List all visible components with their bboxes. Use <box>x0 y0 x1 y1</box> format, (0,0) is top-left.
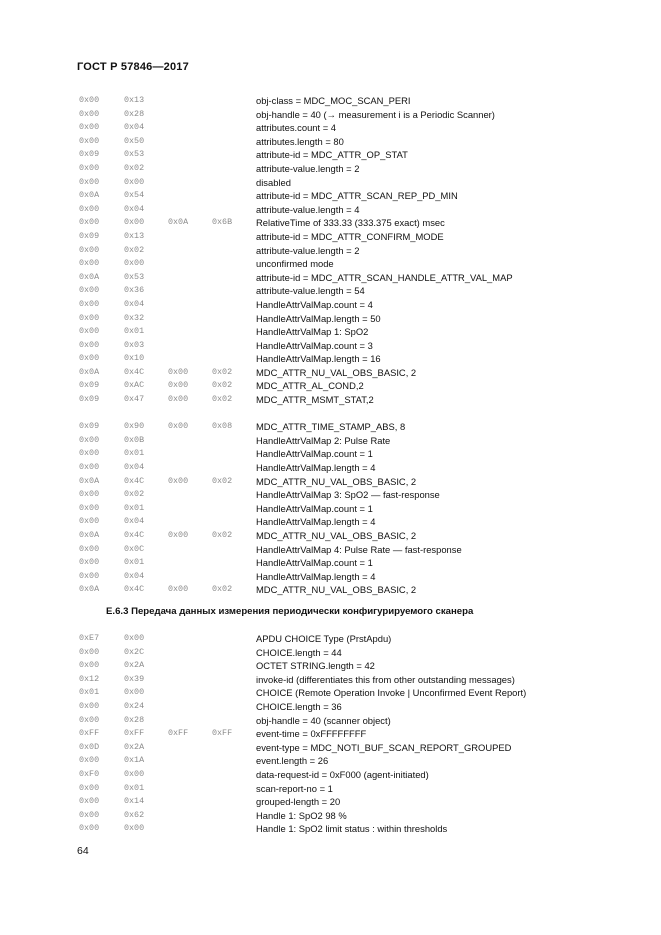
table-row <box>79 203 599 217</box>
field-description: HandleAttrValMap.count = 1 <box>256 502 373 514</box>
field-description: attribute-value.length = 2 <box>256 244 360 256</box>
hex-byte: 0x02 <box>212 475 233 486</box>
field-description: attribute-value.length = 54 <box>256 285 365 297</box>
hex-byte: 0x01 <box>79 687 100 698</box>
table-row <box>79 216 599 230</box>
field-description: HandleAttrValMap.length = 4 <box>256 516 376 528</box>
field-description: APDU CHOICE Type (PrstApdu) <box>256 633 392 644</box>
hex-byte: 0x00 <box>79 646 100 657</box>
hex-byte: 0x54 <box>124 190 145 201</box>
hex-byte: 0x00 <box>79 809 100 820</box>
table-row <box>79 135 599 149</box>
hex-byte: 0x00 <box>79 489 100 500</box>
table-row <box>79 366 599 380</box>
hex-byte: 0x01 <box>124 448 145 459</box>
table-row <box>79 646 599 660</box>
field-description: HandleAttrValMap.count = 4 <box>256 298 373 310</box>
table-row <box>79 339 599 353</box>
hex-byte: 0xFF <box>212 728 233 739</box>
hex-byte: 0x00 <box>79 203 100 214</box>
table-row <box>79 659 599 673</box>
field-description: HandleAttrValMap.length = 16 <box>256 353 381 365</box>
page-number: 64 <box>77 845 89 857</box>
hex-byte: 0xFF <box>124 728 145 739</box>
hex-byte: 0x00 <box>124 687 145 698</box>
hex-byte: 0x0A <box>168 217 189 228</box>
hex-byte: 0x02 <box>212 530 233 540</box>
hex-byte: 0x00 <box>124 823 145 834</box>
hex-byte: 0x00 <box>168 366 189 377</box>
field-description: attribute-value.length = 2 <box>256 162 360 174</box>
table-row <box>79 570 599 584</box>
table-row <box>79 556 599 570</box>
hex-byte: 0x00 <box>79 244 100 255</box>
hex-byte: 0x13 <box>124 95 145 105</box>
hex-byte: 0x00 <box>79 312 100 323</box>
field-description: attribute-id = MDC_ATTR_CONFIRM_MODE <box>256 230 444 242</box>
field-description: attribute-value.length = 4 <box>256 203 360 215</box>
hex-byte: 0x00 <box>79 326 100 337</box>
hex-byte: 0x53 <box>124 271 145 282</box>
hex-byte: 0xE7 <box>79 633 100 643</box>
hex-byte: 0x04 <box>124 462 145 473</box>
hex-byte: 0x01 <box>124 502 145 513</box>
hex-byte: 0x0C <box>124 543 145 554</box>
table-row <box>79 312 599 326</box>
table-row <box>79 583 599 597</box>
hex-byte: 0x02 <box>124 489 145 500</box>
hex-byte: 0x02 <box>212 394 233 405</box>
hex-byte: 0x4C <box>124 530 145 540</box>
hex-byte: 0x00 <box>79 285 100 296</box>
table-row <box>79 714 599 728</box>
table-row <box>79 768 599 782</box>
hex-byte: 0x0A <box>79 530 100 540</box>
table-row <box>79 543 599 557</box>
hex-byte: 0x00 <box>79 755 100 766</box>
field-description: invoke-id (differentiates this from other outstanding messages) <box>256 673 515 685</box>
hex-byte: 0x01 <box>124 326 145 337</box>
hex-byte: 0x24 <box>124 700 145 711</box>
hex-byte: 0x00 <box>79 570 100 581</box>
hex-byte: 0x00 <box>79 135 100 146</box>
field-description: CHOICE.length = 44 <box>256 646 342 658</box>
table-row <box>79 673 599 687</box>
table-row <box>79 108 599 122</box>
hex-byte: 0x09 <box>79 380 100 391</box>
table-row <box>79 325 599 339</box>
field-description: disabled <box>256 176 291 188</box>
hex-byte: 0x00 <box>79 448 100 459</box>
hex-byte: 0x00 <box>168 421 189 432</box>
hex-byte: 0x10 <box>124 353 145 364</box>
field-description: attribute-id = MDC_ATTR_SCAN_REP_PD_MIN <box>256 190 458 202</box>
table-row <box>79 189 599 203</box>
hex-byte: 0x0D <box>79 741 100 752</box>
hex-byte: 0x00 <box>79 108 100 119</box>
hex-byte: 0x0A <box>79 584 100 595</box>
hex-byte: 0x02 <box>212 584 233 595</box>
hex-byte: 0x00 <box>124 768 145 779</box>
hex-byte: 0x14 <box>124 796 145 807</box>
hex-byte: 0x09 <box>79 421 100 432</box>
table-row <box>79 475 599 489</box>
table-row <box>79 700 599 714</box>
hex-byte: 0x04 <box>124 516 145 527</box>
field-description: grouped-length = 20 <box>256 796 341 808</box>
table-row <box>79 461 599 475</box>
table-row <box>79 632 599 646</box>
field-description: attributes.length = 80 <box>256 135 344 147</box>
document-header: ГОСТ Р 57846—2017 <box>77 61 189 73</box>
hex-byte: 0x13 <box>124 230 145 241</box>
hex-byte: 0x28 <box>124 714 145 725</box>
hex-byte: 0x2C <box>124 646 145 657</box>
field-description: scan-report-no = 1 <box>256 782 333 794</box>
hex-byte: 0x02 <box>212 366 233 377</box>
table-row <box>79 822 599 836</box>
hex-byte: 0xAC <box>124 380 145 391</box>
hex-byte: 0x4C <box>124 475 145 486</box>
table-row <box>79 795 599 809</box>
hex-byte: 0x00 <box>79 557 100 568</box>
field-description: attribute-id = MDC_ATTR_OP_STAT <box>256 149 408 161</box>
hex-byte: 0x00 <box>124 217 145 228</box>
hex-byte: 0x32 <box>124 312 145 323</box>
hex-byte: 0x0A <box>79 475 100 486</box>
table-row <box>79 230 599 244</box>
hex-byte: 0x00 <box>79 660 100 671</box>
field-description: CHOICE.length = 36 <box>256 700 342 712</box>
hex-byte: 0x04 <box>124 298 145 309</box>
table-row <box>79 407 599 434</box>
hex-byte: 0xFF <box>79 728 100 739</box>
hex-byte: 0x00 <box>79 700 100 711</box>
field-description: data-request-id = 0xF000 (agent-initiated) <box>256 768 429 780</box>
hex-byte: 0x50 <box>124 135 145 146</box>
hex-byte: 0x04 <box>124 122 145 133</box>
hex-byte: 0x00 <box>79 823 100 834</box>
field-description: HandleAttrValMap.length = 4 <box>256 570 376 582</box>
field-description: attribute-id = MDC_ATTR_SCAN_HANDLE_ATTR_VAL_MAP <box>256 271 513 283</box>
table-row <box>79 352 599 366</box>
hex-byte: 0x0A <box>79 271 100 282</box>
field-description: obj-handle = 40 (→ measurement i is a Periodic Scanner) <box>256 108 495 120</box>
table-row <box>79 434 599 448</box>
field-description: OCTET STRING.length = 42 <box>256 660 375 672</box>
hex-byte: 0x00 <box>124 258 145 269</box>
hex-byte: 0x12 <box>79 673 100 684</box>
hex-byte: 0x00 <box>79 162 100 173</box>
table-row <box>79 754 599 768</box>
field-description: HandleAttrValMap.count = 3 <box>256 339 373 351</box>
field-description: Handle 1: SpO2 98 % <box>256 809 347 821</box>
field-description: event-type = MDC_NOTI_BUF_SCAN_REPORT_GROUPED <box>256 741 512 753</box>
hex-byte: 0x00 <box>124 176 145 187</box>
table-row <box>79 162 599 176</box>
hex-byte: 0x00 <box>79 176 100 187</box>
hex-byte: 0x02 <box>124 244 145 255</box>
hex-byte: 0x09 <box>79 394 100 405</box>
table-row <box>79 244 599 258</box>
field-description: MDC_ATTR_NU_VAL_OBS_BASIC, 2 <box>256 584 417 596</box>
field-description: MDC_ATTR_MSMT_STAT,2 <box>256 394 374 406</box>
field-description: MDC_ATTR_NU_VAL_OBS_BASIC, 2 <box>256 475 417 487</box>
hex-byte: 0x6B <box>212 217 233 228</box>
hex-byte: 0x00 <box>168 530 189 540</box>
field-description: RelativeTime of 333.33 (333.375 exact) msec <box>256 217 445 229</box>
field-description: event-time = 0xFFFFFFFF <box>256 728 367 740</box>
hex-byte: 0x28 <box>124 108 145 119</box>
field-description: MDC_ATTR_TIME_STAMP_ABS, 8 <box>256 421 406 433</box>
hex-byte: 0x00 <box>79 782 100 793</box>
hex-byte: 0x2A <box>124 741 145 752</box>
hex-byte: 0x62 <box>124 809 145 820</box>
field-description: obj-class = MDC_MOC_SCAN_PERI <box>256 95 411 106</box>
hex-byte: 0x00 <box>79 434 100 445</box>
field-description: MDC_ATTR_NU_VAL_OBS_BASIC, 2 <box>256 530 417 541</box>
hex-byte: 0x00 <box>79 796 100 807</box>
hex-byte: 0x53 <box>124 149 145 160</box>
hex-byte: 0x03 <box>124 339 145 350</box>
field-description: Handle 1: SpO2 limit status : within thresholds <box>256 823 448 835</box>
field-description: obj-handle = 40 (scanner object) <box>256 714 391 726</box>
table-row <box>79 298 599 312</box>
hex-byte: 0x90 <box>124 421 145 432</box>
hex-byte: 0x4C <box>124 366 145 377</box>
field-description: MDC_ATTR_NU_VAL_OBS_BASIC, 2 <box>256 366 417 378</box>
hex-byte: 0x00 <box>79 217 100 228</box>
hex-byte: 0xF0 <box>79 768 100 779</box>
hex-byte: 0x1A <box>124 755 145 766</box>
table-row <box>79 284 599 298</box>
hex-dump-table-2 <box>79 632 599 836</box>
table-row <box>79 148 599 162</box>
hex-byte: 0x36 <box>124 285 145 296</box>
hex-byte: 0x00 <box>79 543 100 554</box>
table-row <box>79 488 599 502</box>
hex-byte: 0x0A <box>79 190 100 201</box>
table-row <box>79 529 599 543</box>
table-row <box>79 121 599 135</box>
hex-byte: 0x0A <box>79 366 100 377</box>
hex-byte: 0x47 <box>124 394 145 405</box>
hex-byte: 0x00 <box>79 122 100 133</box>
field-description: HandleAttrValMap 4: Pulse Rate — fast-response <box>256 543 462 555</box>
field-description: unconfirmed mode <box>256 258 334 270</box>
hex-byte: 0x00 <box>79 258 100 269</box>
table-row <box>79 257 599 271</box>
table-row <box>79 393 599 407</box>
field-description: attributes.count = 4 <box>256 122 336 134</box>
field-description: event.length = 26 <box>256 755 329 767</box>
field-description: CHOICE (Remote Operation Invoke | Unconfirmed Event Report) <box>256 687 527 699</box>
hex-byte: 0x02 <box>124 162 145 173</box>
table-row <box>79 94 599 108</box>
hex-byte: 0x09 <box>79 230 100 241</box>
table-row <box>79 447 599 461</box>
table-row <box>79 176 599 190</box>
hex-byte: 0x2A <box>124 660 145 671</box>
hex-byte: 0x0B <box>124 434 145 445</box>
hex-byte: 0x04 <box>124 203 145 214</box>
hex-byte: 0x00 <box>79 502 100 513</box>
hex-byte: 0x01 <box>124 782 145 793</box>
hex-byte: 0x00 <box>124 633 145 643</box>
hex-byte: 0x39 <box>124 673 145 684</box>
table-row <box>79 686 599 700</box>
field-description: HandleAttrValMap 3: SpO2 — fast-response <box>256 489 440 501</box>
table-row <box>79 515 599 529</box>
hex-byte: 0xFF <box>168 728 189 739</box>
hex-byte: 0x02 <box>212 380 233 391</box>
field-description: MDC_ATTR_AL_COND,2 <box>256 380 364 392</box>
field-description: HandleAttrValMap 1: SpO2 <box>256 326 369 338</box>
table-row <box>79 782 599 796</box>
hex-byte: 0x04 <box>124 570 145 581</box>
field-description: HandleAttrValMap.count = 1 <box>256 557 373 569</box>
table-row <box>79 271 599 285</box>
hex-byte: 0x00 <box>79 516 100 527</box>
field-description: HandleAttrValMap 2: Pulse Rate <box>256 434 391 446</box>
hex-byte: 0x00 <box>79 714 100 725</box>
hex-byte: 0x00 <box>79 95 100 105</box>
hex-byte: 0x00 <box>79 298 100 309</box>
field-description: HandleAttrValMap.length = 4 <box>256 462 376 474</box>
table-row <box>79 502 599 516</box>
hex-byte: 0x00 <box>168 380 189 391</box>
hex-byte: 0x00 <box>168 475 189 486</box>
hex-byte: 0x09 <box>79 149 100 160</box>
hex-byte: 0x01 <box>124 557 145 568</box>
hex-byte: 0x00 <box>79 462 100 473</box>
table-row <box>79 809 599 823</box>
section-title: Е.6.3 Передача данных измерения периодически конфигурируемого сканера <box>106 606 474 617</box>
hex-byte: 0x00 <box>168 394 189 405</box>
hex-byte: 0x4C <box>124 584 145 595</box>
field-description: HandleAttrValMap.count = 1 <box>256 448 373 460</box>
table-row <box>79 727 599 741</box>
table-row <box>79 741 599 755</box>
hex-byte: 0x08 <box>212 421 233 432</box>
hex-byte: 0x00 <box>79 353 100 364</box>
hex-dump-table-1 <box>79 94 599 597</box>
field-description: HandleAttrValMap.length = 50 <box>256 312 381 324</box>
hex-byte: 0x00 <box>79 339 100 350</box>
table-row <box>79 379 599 393</box>
hex-byte: 0x00 <box>168 584 189 595</box>
